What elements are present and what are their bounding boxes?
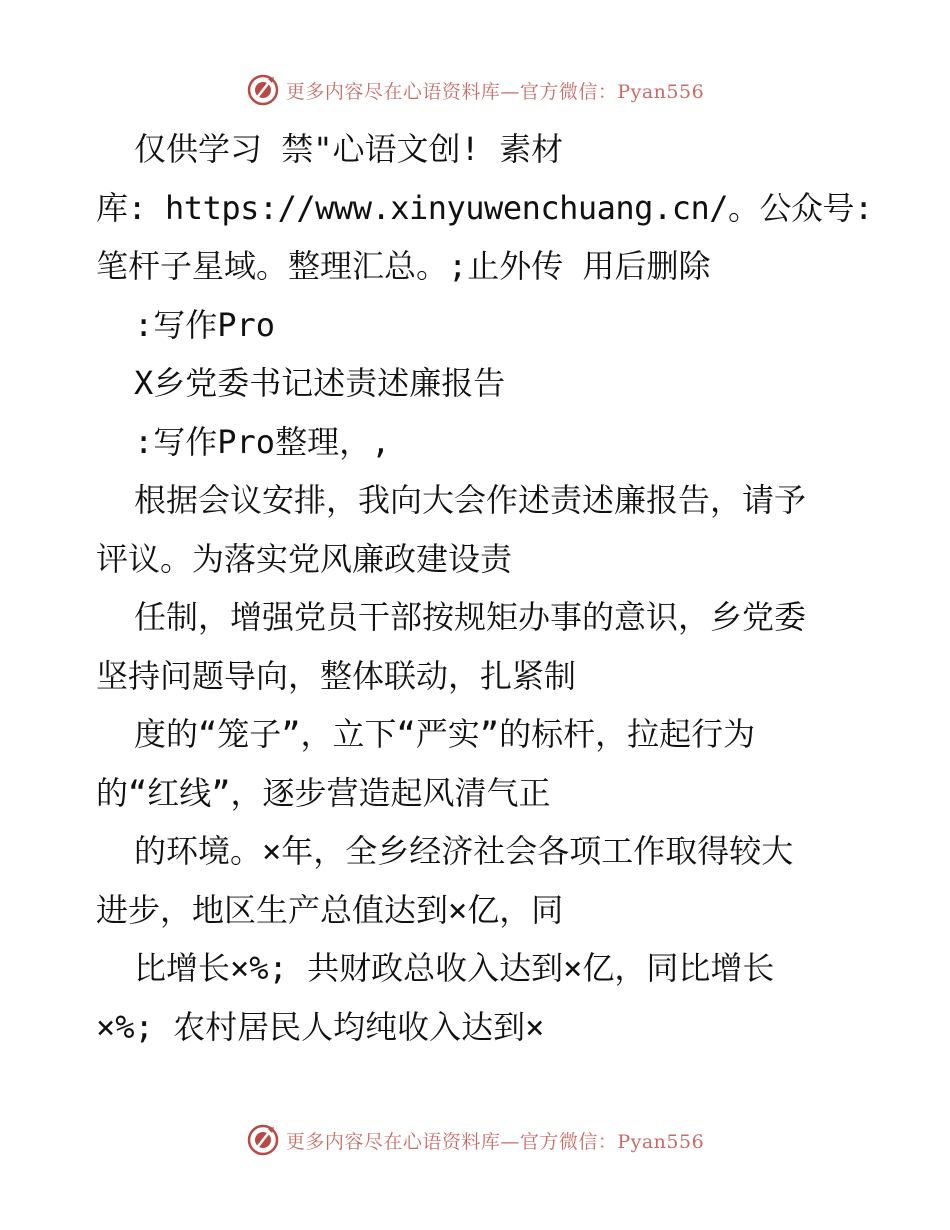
header-banner-text: 更多内容尽在心语资料库—官方微信：Pyan556 <box>285 80 705 103</box>
header-banner <box>0 70 950 110</box>
text-line: 根据会议安排，我向大会作述责述廉报告，请予 <box>134 481 807 519</box>
text-line: 库: https://www.xinyuwenchuang.cn/。公众号: <box>96 188 873 227</box>
text-line: 的“红线”，逐步营造起风清气正 <box>96 773 551 812</box>
footer-banner <box>0 1120 950 1160</box>
text-line: 笔杆子星域。整理汇总。;止外传 用后删除 <box>96 247 711 285</box>
text-line: 比增长×%; 共财政总收入达到×亿，同比增长 <box>134 949 775 987</box>
text-line: :写作Pro <box>134 305 276 344</box>
text-line: 坚持问题导向，整体联动，扎紧制 <box>96 656 577 695</box>
text-line: 仅供学习 禁"心语文创! 素材 <box>134 130 564 168</box>
text-line: 的环境。×年，全乡经济社会各项工作取得较大 <box>134 832 794 870</box>
text-line: 评议。为落实党风廉政建设责 <box>96 539 513 578</box>
text-line: ×%; 农村居民人均纯收入达到× <box>96 1007 545 1046</box>
text-line: :写作Pro整理，, <box>134 422 391 461</box>
text-line: 度的“笼子”，立下“严实”的标杆，拉起行为 <box>134 715 756 753</box>
document-title: X乡党委书记述责述廉报告 <box>134 364 506 402</box>
text-line: 进步，地区生产总值达到×亿，同 <box>96 890 564 929</box>
footer-banner-text: 更多内容尽在心语资料库—官方微信：Pyan556 <box>285 1130 705 1153</box>
document-body <box>96 120 873 1056</box>
text-line: 任制，增强党员干部按规矩办事的意识，乡党委 <box>134 598 807 636</box>
seal-logo-icon <box>246 1123 280 1157</box>
seal-logo-icon <box>246 73 280 107</box>
